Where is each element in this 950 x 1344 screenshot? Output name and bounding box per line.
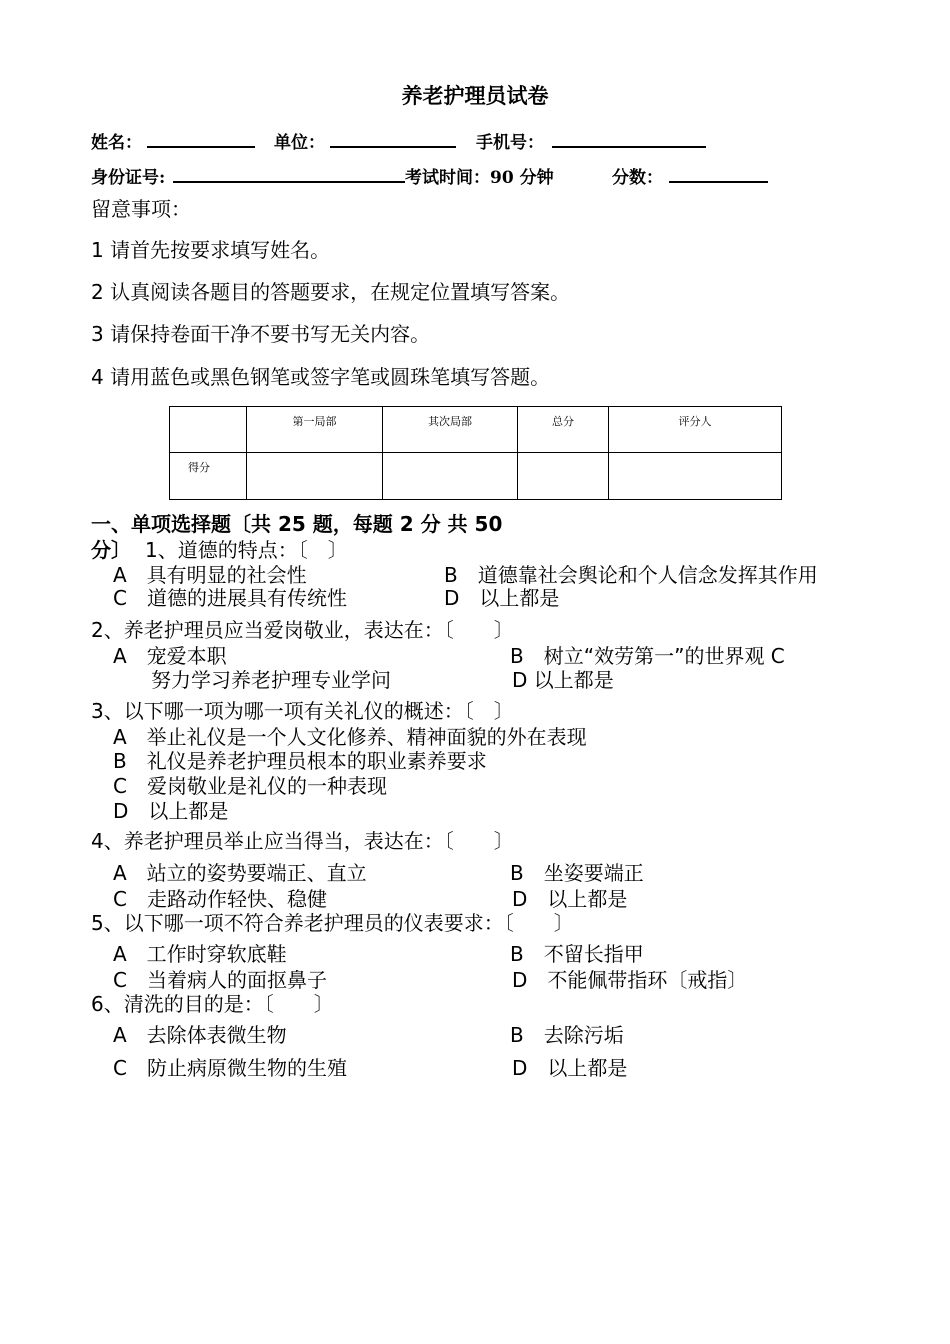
phone-field[interactable]	[552, 146, 706, 148]
question-2: 2、养老护理员应当爱岗敬业，表达在：〔 〕	[91, 618, 514, 642]
id-field[interactable]	[173, 181, 405, 183]
option-q2-b: B 树立“效劳第一”的世界观 C	[510, 644, 785, 668]
option-q2-d: D 以上都是	[512, 668, 614, 692]
option-q1-c: C 道德的进展具有传统性	[113, 586, 347, 610]
score-table-header	[170, 407, 247, 453]
option-q3-d: D 以上都是	[113, 799, 229, 823]
question-4: 4、养老护理员举止应当得当，表达在：〔 〕	[91, 829, 514, 853]
option-q5-b: B 不留长指甲	[510, 942, 644, 966]
option-q2-a: A 宠爱本职	[113, 644, 227, 668]
id-label: 身份证号:	[91, 168, 166, 188]
option-q4-b: B 坐姿要端正	[510, 861, 644, 885]
option-q5-a: A 工作时穿软底鞋	[113, 942, 287, 966]
exam-time-label: 考试时间：90 分钟	[405, 168, 554, 188]
score-cell[interactable]	[518, 453, 609, 500]
score-cell[interactable]	[247, 453, 383, 500]
section-heading-cont: 分〕	[91, 538, 131, 562]
note-item: 4 请用蓝色或黑色钢笔或签字笔或圆珠笔填写答题。	[91, 365, 551, 389]
option-q1-d: D 以上都是	[444, 586, 560, 610]
option-q4-a: A 站立的姿势要端正、直立	[113, 861, 367, 885]
phone-label: 手机号：	[476, 133, 544, 153]
note-item: 3 请保持卷面干净不要书写无关内容。	[91, 322, 431, 346]
unit-field[interactable]	[330, 146, 456, 148]
option-q5-c: C 当着病人的面抠鼻子	[113, 968, 327, 992]
section-heading: 一、单项选择题〔共 25 题，每题 2 分 共 50	[91, 512, 503, 536]
option-q4-d: D 以上都是	[512, 887, 628, 911]
question-3: 3、以下哪一项为哪一项有关礼仪的概述：〔 〕	[91, 699, 514, 723]
option-q3-c: C 爱岗敬业是礼仪的一种表现	[113, 774, 387, 798]
option-q2-c: 努力学习养老护理专业学问	[151, 668, 391, 692]
option-q5-d: D 不能佩带指环〔戒指〕	[512, 968, 748, 992]
option-q6-a: A 去除体表微生物	[113, 1023, 287, 1047]
score-table-header: 评分人	[609, 407, 782, 453]
note-item: 2 认真阅读各题目的答题要求，在规定位置填写答案。	[91, 280, 571, 304]
score-cell[interactable]	[383, 453, 518, 500]
score-table-header: 总分	[518, 407, 609, 453]
question-1: 1、道德的特点：〔 〕	[145, 538, 348, 562]
score-cell[interactable]	[609, 453, 782, 500]
option-q3-a: A 举止礼仪是一个人文化修养、精神面貌的外在表现	[113, 725, 587, 749]
option-q1-a: A 具有明显的社会性	[113, 563, 307, 587]
score-label: 分数：	[612, 168, 663, 188]
option-q1-b: B 道德靠社会舆论和个人信念发挥其作用	[444, 563, 818, 587]
option-q6-b: B 去除污垢	[510, 1023, 624, 1047]
question-6: 6、清洗的目的是：〔 〕	[91, 992, 334, 1016]
option-q4-c: C 走路动作轻快、稳健	[113, 887, 327, 911]
unit-label: 单位：	[274, 133, 325, 153]
page-title: 养老护理员试卷	[401, 83, 549, 108]
notes-heading: 留意事项：	[91, 197, 191, 221]
score-field[interactable]	[669, 181, 768, 183]
option-q6-d: D 以上都是	[512, 1056, 628, 1080]
score-table-header: 其次局部	[383, 407, 518, 453]
score-table-header: 第一局部	[247, 407, 383, 453]
score-table	[169, 406, 782, 500]
name-field[interactable]	[147, 146, 255, 148]
option-q3-b: B 礼仪是养老护理员根本的职业素养要求	[113, 749, 487, 773]
score-row-label: 得分	[170, 453, 247, 500]
question-5: 5、以下哪一项不符合养老护理员的仪表要求：〔 〕	[91, 911, 574, 935]
note-item: 1 请首先按要求填写姓名。	[91, 238, 331, 262]
option-q6-c: C 防止病原微生物的生殖	[113, 1056, 347, 1080]
name-label: 姓名：	[91, 133, 142, 153]
